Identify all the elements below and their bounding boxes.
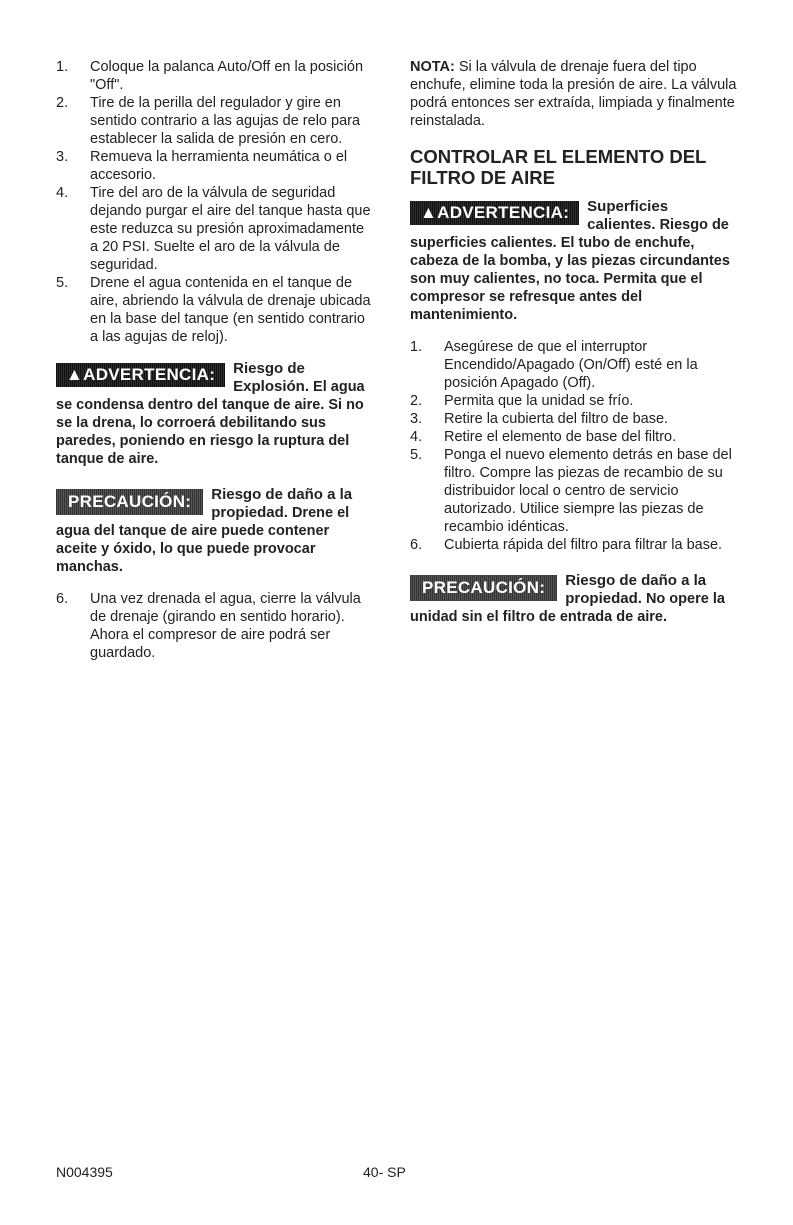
list-item bbox=[410, 338, 738, 392]
step-text: Coloque la palanca Auto/Off en la posición "Off". bbox=[90, 59, 364, 93]
list-item bbox=[56, 184, 374, 274]
warning-heading: Superficies calientes. bbox=[587, 198, 669, 233]
step-text: Cubierta rápida del filtro para filtrar la base. bbox=[444, 537, 723, 553]
note-text: Si la válvula de drenaje fuera del tipo enchufe, elimine toda la presión de aire. La válvula podrá entonces ser extraída, limpiada y finalmente reinstalada. bbox=[410, 59, 737, 129]
list-item bbox=[410, 392, 738, 410]
step-text: Retire la cubierta del filtro de base. bbox=[444, 411, 669, 427]
step-number: 6. bbox=[410, 537, 423, 553]
document-code: N004395 bbox=[56, 1164, 113, 1180]
step-number: 3. bbox=[410, 411, 423, 427]
right-column bbox=[410, 58, 738, 626]
step-text: Drene el agua contenida en el tanque de aire, abriendo la válvula de drenaje ubicada en la base del tanque (en sentido contrario a las agujas de reloj). bbox=[90, 275, 371, 345]
steps-list-c bbox=[410, 338, 738, 554]
page-number: 40- SP bbox=[363, 1164, 406, 1180]
step-number: 2. bbox=[410, 393, 423, 409]
step-number: 4. bbox=[410, 429, 423, 445]
caution-badge: PRECAUCIÓN: bbox=[410, 575, 557, 601]
warning-badge: ▲ADVERTENCIA: bbox=[56, 363, 225, 387]
list-item bbox=[56, 274, 374, 346]
warning-body: Riesgo de superficies calientes. El tubo de enchufe, cabeza de la bomba, y las piezas circundantes son muy calientes, no toca. Permita que el compresor se refresque antes del mantenimiento. bbox=[410, 217, 730, 323]
step-number: 5. bbox=[410, 447, 423, 463]
step-text: Retire el elemento de base del filtro. bbox=[444, 429, 677, 445]
note-paragraph bbox=[410, 58, 738, 130]
step-text: Una vez drenada el agua, cierre la válvula de drenaje (girando en sentido horario). Ahora el compresor de aire podrá ser guardado. bbox=[90, 591, 361, 661]
list-item bbox=[56, 590, 374, 662]
step-number: 2. bbox=[56, 95, 69, 111]
step-text: Remueva la herramienta neumática o el accesorio. bbox=[90, 149, 348, 183]
list-item bbox=[410, 446, 738, 536]
step-text: Ponga el nuevo elemento detrás en base del filtro. Compre las piezas de recambio de su distribuidor local o centro de servicio autorizado. Utilice siempre las piezas de recambio idénticas. bbox=[444, 447, 732, 535]
step-text: Tire del aro de la válvula de seguridad dejando purgar el aire del tanque hasta que este reduzca su presión aproximadamente a 20 PSI. Suelte el aro de la válvula de seguridad. bbox=[90, 185, 371, 273]
list-item bbox=[410, 536, 738, 554]
list-item bbox=[410, 410, 738, 428]
step-number: 3. bbox=[56, 149, 69, 165]
step-text: Tire de la perilla del regulador y gire en sentido contrario a las agujas de relo para establecer la salida de presión en cero. bbox=[90, 95, 361, 147]
caution-property bbox=[56, 486, 374, 576]
warning-explosion bbox=[56, 360, 374, 468]
list-item bbox=[56, 94, 374, 148]
list-item bbox=[56, 148, 374, 184]
list-item bbox=[56, 58, 374, 94]
step-number: 4. bbox=[56, 185, 69, 201]
step-text: Asegúrese de que el interruptor Encendido/Apagado (On/Off) esté en la posición Apagado (Off). bbox=[444, 339, 698, 391]
caution-body: Drene el agua del tanque de aire puede contener aceite y óxido, lo que puede provocar manchas. bbox=[56, 505, 350, 575]
steps-list-a bbox=[56, 58, 374, 346]
step-number: 5. bbox=[56, 275, 69, 291]
step-number: 1. bbox=[56, 59, 69, 75]
steps-list-b bbox=[56, 590, 374, 662]
section-title: CONTROLAR EL ELEMENTO DEL FILTRO DE AIRE bbox=[410, 146, 707, 188]
step-text: Permita que la unidad se frío. bbox=[444, 393, 634, 409]
note-label: NOTA: bbox=[410, 59, 455, 75]
caution-body: No opere la unidad sin el filtro de entrada de aire. bbox=[410, 591, 725, 625]
warning-heading: Riesgo de Explosión. bbox=[233, 360, 310, 395]
left-column bbox=[56, 58, 374, 662]
caution-heading: Riesgo de daño a la propiedad. bbox=[565, 572, 707, 607]
step-number: 1. bbox=[410, 339, 423, 355]
step-number: 6. bbox=[56, 591, 69, 607]
caution-heading: Riesgo de daño a la propiedad. bbox=[211, 486, 353, 521]
caution-badge: PRECAUCIÓN: bbox=[56, 489, 203, 515]
list-item bbox=[410, 428, 738, 446]
caution-property-filter bbox=[410, 572, 738, 626]
warning-badge: ▲ADVERTENCIA: bbox=[410, 201, 579, 225]
warning-body: El agua se condensa dentro del tanque de aire. Si no se la drena, lo corroerá debilitando sus paredes, poniendo en riesgo la ruptura del tanque de aire. bbox=[56, 379, 365, 467]
warning-hot-surfaces bbox=[410, 198, 738, 324]
